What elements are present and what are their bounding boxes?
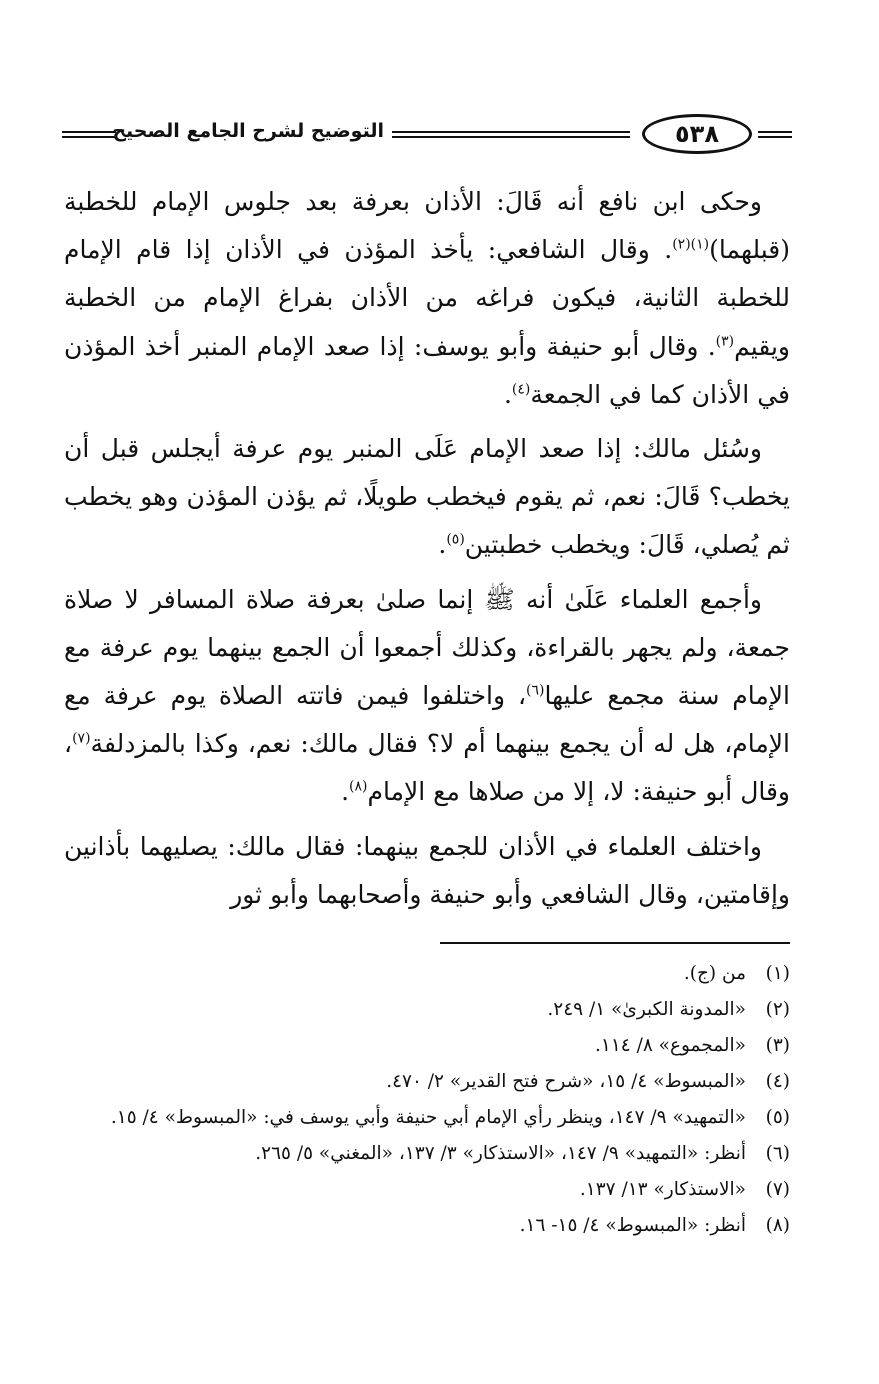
text-run: . وقال أبو حنيفة وأبو يوسف: إذا صعد الإمام المنبر أخذ المؤذن في الأذان كما في الجمعة [64,331,790,409]
page-header [62,112,792,156]
footnote-ref: (٦) [526,682,545,699]
footnote-ref: (١)(٢) [672,236,710,253]
footnotes-list [64,958,790,1246]
footnote-text: أنظر: «التمهيد» ٩/ ١٤٧، «الاستذكار» ٣/ ١٣٧، «المغني» ٥/ ٢٦٥. [255,1143,746,1164]
footnote-text: «المبسوط» ٤/ ١٥، «شرح فتح القدير» ٢/ ٤٧٠. [386,1071,746,1092]
footnote-item [64,1174,790,1206]
text-run: . [341,777,350,807]
footnote-text: «التمهيد» ٩/ ١٤٧، وينظر رأي الإمام أبي حنيفة وأبي يوسف في: «المبسوط» ٤/ ١٥. [110,1107,746,1128]
footnote-ref: (٤) [511,381,531,398]
footnote-number: (٤) [765,1071,790,1092]
footnote-item [64,958,790,990]
footnote-item [64,1138,790,1170]
text-run: وحكى ابن نافع أنه قَالَ: الأذان بعرفة بعد جلوس الإمام للخطبة (قبلهما) [64,187,790,265]
footnote-item [64,1030,790,1062]
footnote-item [64,1102,790,1134]
header-rule-right [758,131,792,138]
running-title: التوضيح لشرح الجامع الصحيح [112,120,384,142]
footnote-number: (٣) [765,1035,790,1056]
footnote-text: أنظر: «المبسوط» ٤/ ١٥- ١٦. [519,1215,746,1236]
footnote-number: (٥) [765,1107,790,1128]
footnote-text: «المجموع» ٨/ ١١٤. [595,1035,746,1056]
text-run: . وقال الشافعي: يأخذ المؤذن في الأذان إذا قام الإمام للخطبة الثانية، فيكون فراغه من الأذان بفراغ الإمام من الخطبة ويقيم [64,235,790,361]
footnote-ref: (٣) [715,333,735,350]
footnote-separator [440,942,790,944]
footnote-ref: (٨) [349,779,368,796]
main-text [64,178,790,925]
footnote-item [64,994,790,1026]
footnote-number: (١) [765,963,790,984]
footnote-number: (٦) [765,1143,790,1164]
header-rule-left [62,131,116,138]
text-run: ، وقال أبو حنيفة: لا، إلا من صلاها مع الإمام [64,729,790,807]
footnote-number: (٢) [765,999,790,1020]
footnote-text: «الاستذكار» ١٣/ ١٣٧. [579,1179,746,1200]
footnote-number: (٧) [765,1179,790,1200]
paragraph [64,576,790,817]
text-run: . [503,379,512,409]
paragraph [64,178,790,419]
page-number-oval [642,114,752,154]
text-run: واختلف العلماء في الأذان للجمع بينهما: فقال مالك: يصليهما بأذانين وإقامتين، وقال الشافعي وأبو حنيفة وأصحابهما وأبو ثور [64,831,790,909]
text-run: . [438,530,447,560]
page-number: ٥٣٨ [675,120,719,148]
footnote-item [64,1066,790,1098]
header-rule-middle [392,131,630,138]
footnote-number: (٨) [765,1215,790,1236]
paragraph [64,823,790,919]
footnote-ref: (٧) [72,730,91,747]
footnote-text: «المدونة الكبرىٰ» ١/ ٢٤٩. [547,999,746,1020]
text-run: وسُئل مالك: إذا صعد الإمام عَلَى المنبر يوم عرفة أيجلس قبل أن يخطب؟ قَالَ: نعم، ثم يقوم فيخطب طويلًا، ثم يؤذن المؤذن وهو يخطب ثم يُصلي، قَالَ: ويخطب خطبتين [64,434,790,560]
paragraph [64,425,790,570]
footnote-item [64,1210,790,1242]
footnote-text: من (ج). [683,963,746,984]
text-run: وأجمع العلماء عَلَىٰ أنه ﷺ إنما صلىٰ بعرفة صلاة المسافر لا صلاة جمعة، ولم يجهر بالقراءة، وكذلك أجمعوا أن الجمع بينهما يوم عرفة مع الإمام سنة مجمع عليها [64,584,790,711]
footnote-ref: (٥) [446,532,465,549]
text-run: ، واختلفوا فيمن فاتته الصلاة يوم عرفة مع الإمام، هل له أن يجمع بينهما أم لا؟ فقال مالك: نعم، وكذا بالمزدلفة [64,681,790,759]
